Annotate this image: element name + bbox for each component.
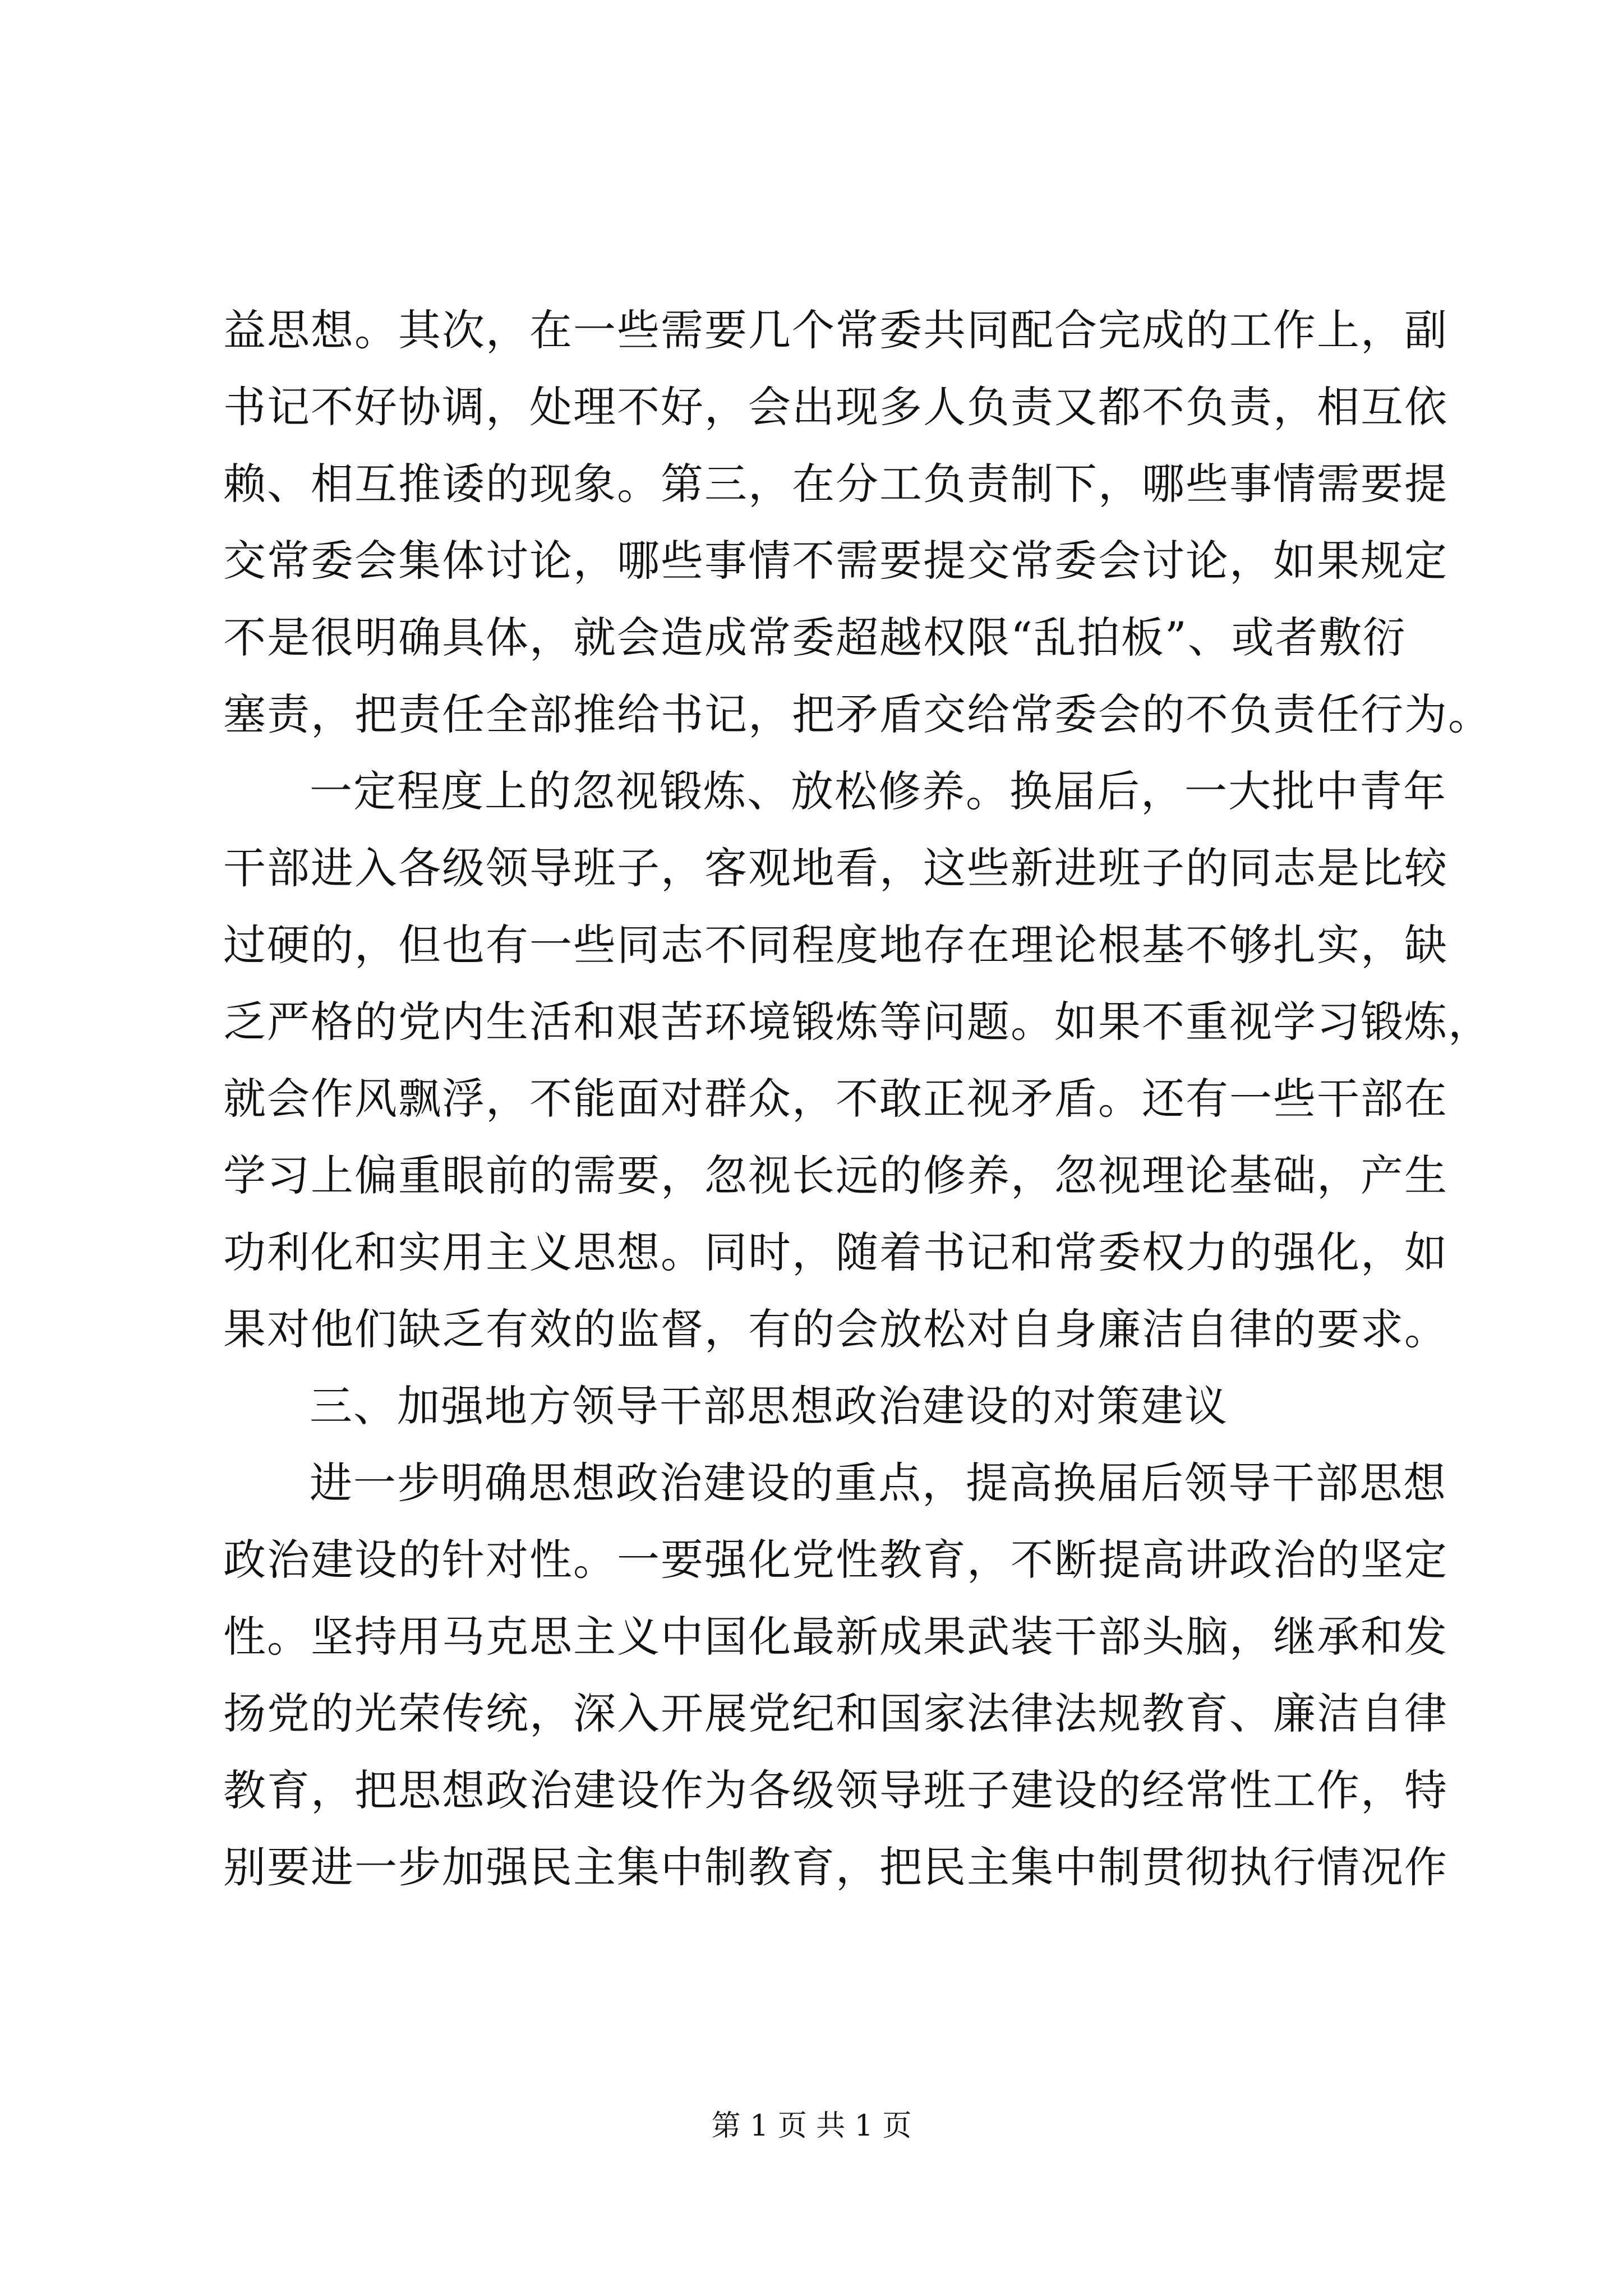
text-line: 塞责，把责任全部推给书记，把矛盾交给常委会的不负责任行为。 (223, 689, 1492, 739)
text-line: 交常委会集体讨论，哪些事情不需要提交常委会讨论，如果规定 (223, 536, 1448, 586)
page-footer: 第 1 页 共 1 页 (711, 2109, 912, 2143)
paragraph-first-line: 进一步明确思想政治建设的重点，提高换届后领导干部思想 (310, 1458, 1447, 1508)
text-line: 果对他们缺乏有效的监督，有的会放松对自身廉洁自律的要求。 (223, 1304, 1448, 1354)
text-line: 不是很明确具体，就会造成常委超越权限“乱拍板”、或者敷衍 (223, 613, 1407, 662)
text-line: 教育，把思想政治建设作为各级领导班子建设的经常性工作，特 (223, 1765, 1448, 1815)
text-line: 学习上偏重眼前的需要，忽视长远的修养，忽视理论基础，产生 (223, 1151, 1448, 1200)
text-line: 性。坚持用马克思主义中国化最新成果武装干部头脑，继承和发 (223, 1612, 1448, 1662)
text-line: 书记不好协调，处理不好，会出现多人负责又都不负责，相互依 (223, 382, 1448, 432)
text-line: 干部进入各级领导班子，客观地看，这些新进班子的同志是比较 (223, 843, 1448, 893)
text-line: 赖、相互推诿的现象。第三，在分工负责制下，哪些事情需要提 (223, 459, 1448, 509)
text-line: 乏严格的党内生活和艰苦环境锻炼等问题。如果不重视学习锻炼， (223, 997, 1492, 1047)
text-line: 别要进一步加强民主集中制教育，把民主集中制贯彻执行情况作 (223, 1842, 1448, 1892)
text-line: 政治建设的针对性。一要强化党性教育，不断提高讲政治的坚定 (223, 1535, 1448, 1585)
body-text (223, 292, 1492, 1906)
text-line: 过硬的，但也有一些同志不同程度地存在理论根基不够扎实，缺 (223, 920, 1448, 970)
section-heading: 三、加强地方领导干部思想政治建设的对策建议 (310, 1381, 1228, 1431)
paragraph-first-line: 一定程度上的忽视锻炼、放松修养。换届后，一大批中青年 (310, 766, 1447, 816)
text-line: 益思想。其次，在一些需要几个常委共同配合完成的工作上，副 (223, 305, 1448, 355)
text-line: 就会作风飘浮，不能面对群众，不敢正视矛盾。还有一些干部在 (223, 1074, 1448, 1124)
text-line: 扬党的光荣传统，深入开展党纪和国家法律法规教育、廉洁自律 (223, 1688, 1448, 1738)
text-line: 功利化和实用主义思想。同时，随着书记和常委权力的强化，如 (223, 1227, 1448, 1277)
